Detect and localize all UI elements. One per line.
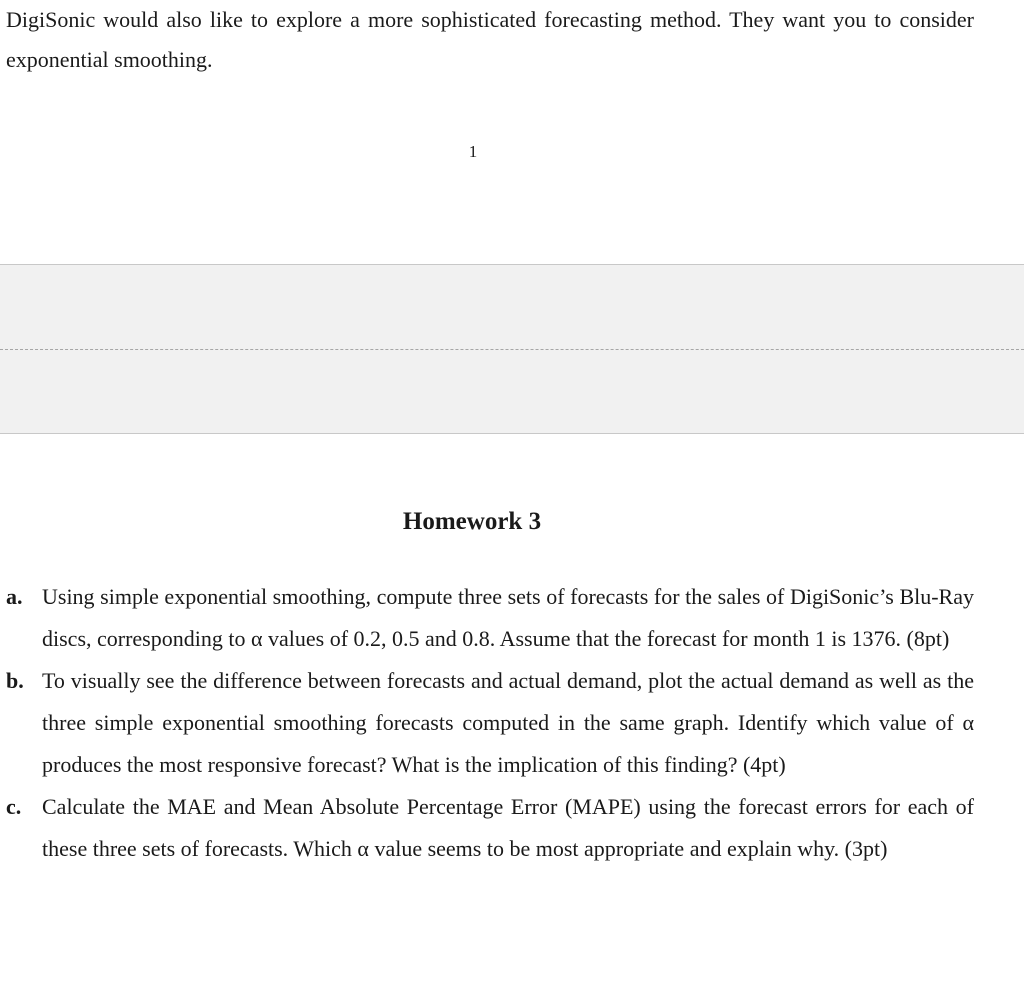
document-page-1: [0, 0, 1024, 264]
question-a-text: Using simple exponential smoothing, compute three sets of forecasts for the sales of DigiSonic’s Blu-Ray discs, corresponding to α values of 0.2, 0.5 and 0.8. Assume that the forecast for month 1 is 1376. (8pt): [42, 584, 974, 651]
question-a: [0, 576, 974, 660]
page-break-divider: [0, 349, 1024, 350]
homework-title: Homework 3: [402, 508, 542, 535]
document-page-2: [0, 434, 1024, 1007]
question-b-text: To visually see the difference between forecasts and actual demand, plot the actual demand as well as the three simple exponential smoothing forecasts computed in the same graph. Identify which value of α produces the most responsive forecast? What is the implication of this finding? (4pt): [42, 668, 974, 777]
question-list: [0, 576, 974, 870]
question-a-label: a.: [6, 584, 23, 609]
question-b: [0, 660, 974, 786]
page-break-gap: [0, 264, 1024, 434]
intro-paragraph: DigiSonic would also like to explore a more sophisticated forecasting method. They want you to consider exponential smoothing.: [6, 7, 974, 72]
question-c-text: Calculate the MAE and Mean Absolute Percentage Error (MAPE) using the forecast errors for each of these three sets of forecasts. Which α value seems to be most appropriate and explain why. (3pt): [42, 794, 974, 861]
question-c: [0, 786, 974, 870]
page-number: 1: [468, 142, 478, 161]
question-c-label: c.: [6, 794, 22, 819]
question-b-label: b.: [6, 668, 24, 693]
